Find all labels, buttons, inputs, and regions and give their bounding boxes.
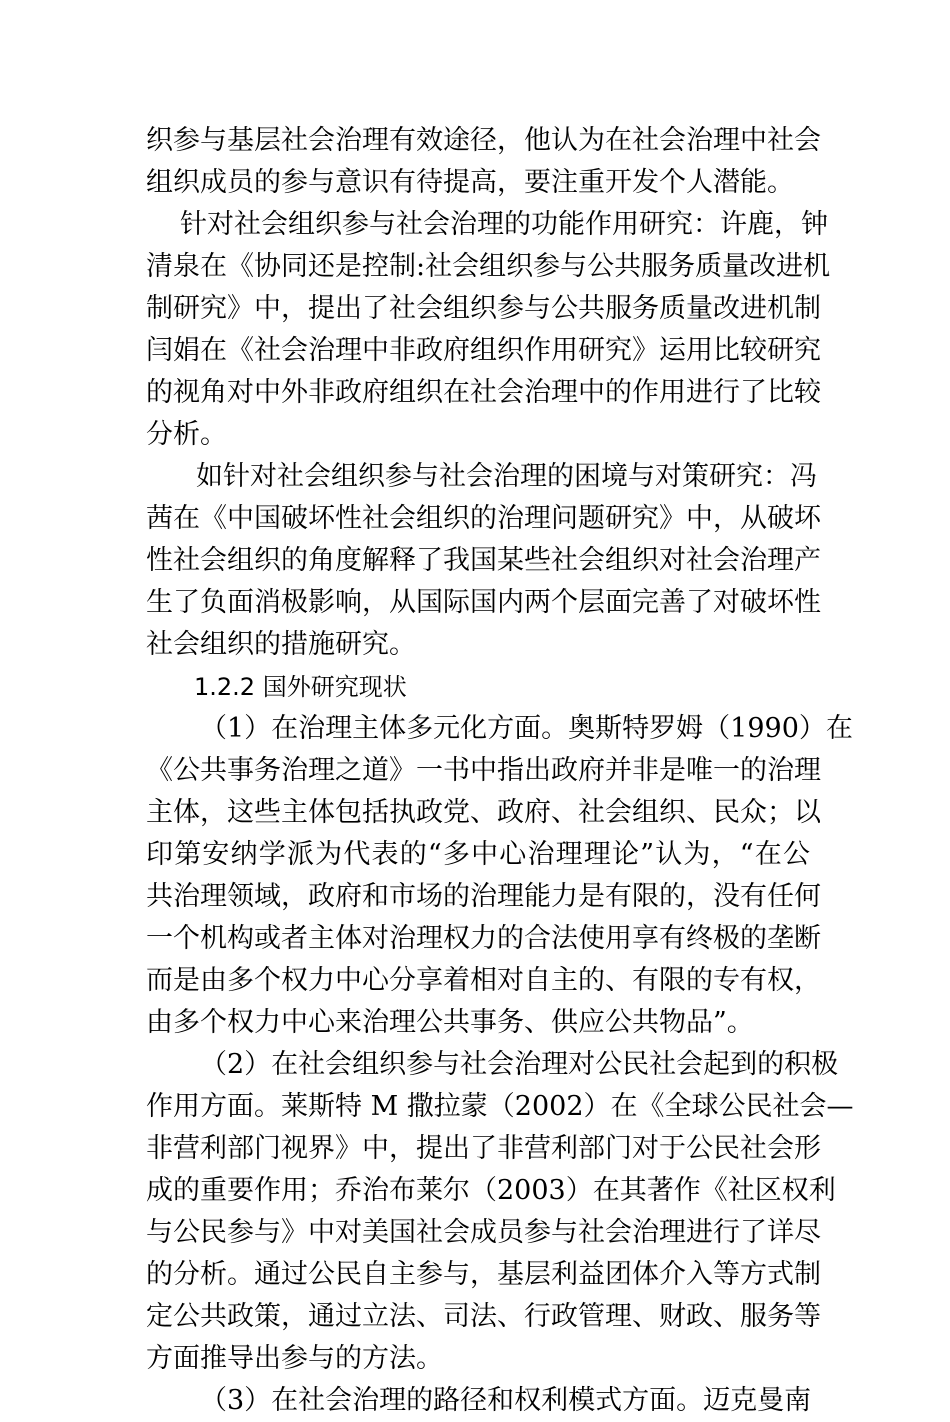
text-line: 定公共政策，通过立法、司法、行政管理、财政、服务等 (146, 1301, 821, 1332)
text-line: 如针对社会组织参与社会治理的困境与对策研究：冯 (196, 461, 817, 492)
text-line: 分析。 (146, 419, 227, 450)
text-line: 制研究》中，提出了社会组织参与公共服务质量改进机制 (146, 293, 821, 324)
text-line: 针对社会组织参与社会治理的功能作用研究：许鹿，钟 (180, 209, 828, 240)
text-line: 非营利部门视界》中，提出了非营利部门对于公民社会形 (146, 1133, 821, 1164)
text-line: 主体，这些主体包括执政党、政府、社会组织、民众；以 (146, 797, 821, 828)
text-line: 由多个权力中心来治理公共事务、供应公共物品”。 (146, 1007, 754, 1038)
text-line: （2）在社会组织参与社会治理对公民社会起到的积极 (200, 1049, 839, 1080)
text-line: 一个机构或者主体对治理权力的合法使用享有终极的垄断 (146, 923, 821, 954)
text-line: 作用方面。莱斯特 M 撒拉蒙（2002）在《全球公民社会— (146, 1091, 854, 1122)
text-line: 成的重要作用；乔治布莱尔（2003）在其著作《社区权利 (146, 1175, 836, 1206)
text-line: 社会组织的措施研究。 (146, 629, 416, 660)
text-line: 印第安纳学派为代表的“多中心治理理论”认为，“在公 (146, 839, 810, 870)
text-line: 共治理领域，政府和市场的治理能力是有限的，没有任何 (146, 881, 821, 912)
paragraph-4 (146, 708, 853, 1044)
text-line: 闫娟在《社会治理中非政府组织作用研究》运用比较研究 (146, 335, 821, 366)
paragraph-5 (146, 1044, 854, 1380)
text-line: （1）在治理主体多元化方面。奥斯特罗姆（1990）在 (200, 713, 853, 744)
text-line: 方面推导出参与的方法。 (146, 1343, 443, 1374)
text-line: 《公共事务治理之道》一书中指出政府并非是唯一的治理 (146, 755, 821, 786)
text-line: 而是由多个权力中心分享着相对自主的、有限的专有权， (146, 965, 821, 996)
text-line: 组织成员的参与意识有待提高，要注重开发个人潜能。 (146, 167, 794, 198)
section-heading: 1.2.2 国外研究现状 (194, 673, 407, 701)
paragraph-3 (146, 456, 821, 666)
document-page (146, 120, 854, 1422)
text-line: 的分析。通过公民自主参与，基层利益团体介入等方式制 (146, 1259, 821, 1290)
text-line: 茜在《中国破坏性社会组织的治理问题研究》中，从破坏 (146, 503, 821, 534)
paragraph-2 (146, 204, 831, 456)
text-line: 的视角对中外非政府组织在社会治理中的作用进行了比较 (146, 377, 821, 408)
text-line: 性社会组织的角度解释了我国某些社会组织对社会治理产 (146, 545, 821, 576)
text-line: 与公民参与》中对美国社会成员参与社会治理进行了详尽 (146, 1217, 821, 1248)
text-line: （3）在社会治理的路径和权利模式方面。迈克曼南 (200, 1385, 812, 1416)
text-line: 生了负面消极影响，从国际国内两个层面完善了对破坏性 (146, 587, 821, 618)
text-line: 清泉在《协同还是控制:社会组织参与公共服务质量改进机 (146, 251, 831, 282)
paragraph-1 (146, 120, 821, 204)
text-line: 织参与基层社会治理有效途径，他认为在社会治理中社会 (146, 125, 821, 156)
section-heading-block (146, 666, 810, 708)
paragraph-6 (146, 1380, 810, 1422)
